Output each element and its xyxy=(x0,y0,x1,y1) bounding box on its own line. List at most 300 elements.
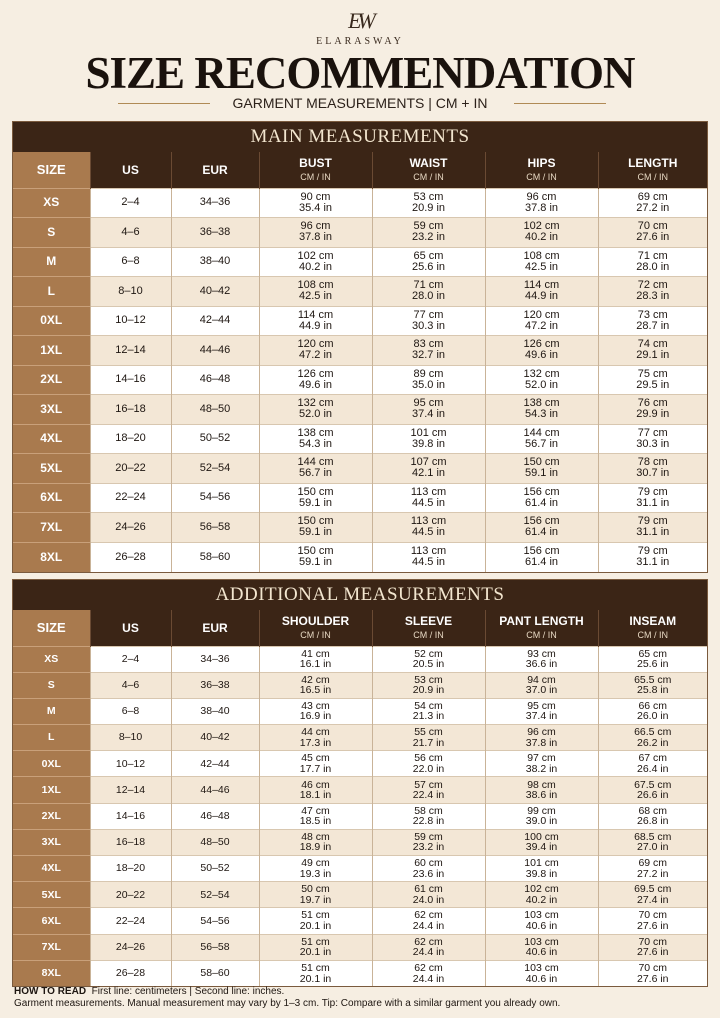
table-row xyxy=(13,395,707,425)
measurement-cell xyxy=(485,698,598,724)
value-cm: 65 cm xyxy=(413,249,444,262)
value-in: 61.4 in xyxy=(524,526,559,539)
us-cell: 18–20 xyxy=(90,424,171,454)
column-unit: CM / IN xyxy=(637,171,668,182)
table-row xyxy=(13,188,707,218)
value-cm: 62 cm xyxy=(414,909,443,922)
measurement-cell xyxy=(259,483,372,513)
value-in: 25.6 in xyxy=(411,260,446,273)
value-in: 47.2 in xyxy=(298,349,333,362)
value-cm: 71 cm xyxy=(413,279,444,292)
measurement-cell xyxy=(485,306,598,336)
table-row xyxy=(13,218,707,248)
column-header xyxy=(259,610,372,646)
additional-measurements-table xyxy=(13,610,707,986)
value-cm: 95 cm xyxy=(413,397,444,410)
value-cm: 69.5 cm xyxy=(634,883,672,896)
value-cm: 114 cm xyxy=(523,279,560,292)
eur-cell: 56–58 xyxy=(171,513,259,543)
value-cm: 93 cm xyxy=(527,647,556,660)
value-in: 44.5 in xyxy=(411,496,446,509)
value-cm: 66 cm xyxy=(638,699,668,712)
value-in: 23.6 in xyxy=(412,867,445,880)
measurement-cell xyxy=(598,908,707,934)
column-header xyxy=(485,610,598,646)
value-in: 37.8 in xyxy=(525,736,558,749)
value-in: 31.1 in xyxy=(636,496,670,509)
value-cm: 113 cm xyxy=(410,485,447,498)
us-cell: 2–4 xyxy=(90,188,171,218)
value-cm: 132 cm xyxy=(523,367,560,380)
value-in: 19.3 in xyxy=(299,867,332,880)
size-cell: 8XL xyxy=(13,960,90,986)
eur-cell: 46–48 xyxy=(171,365,259,395)
table-header-row xyxy=(13,152,707,188)
eur-cell: 42–44 xyxy=(171,306,259,336)
column-header-label: HIPS xyxy=(527,155,556,170)
eur-cell: 54–56 xyxy=(171,483,259,513)
value-cm: 54 cm xyxy=(414,699,443,712)
value-in: 17.7 in xyxy=(299,762,332,775)
value-cm: 150 cm xyxy=(297,545,334,557)
value-cm: 66.5 cm xyxy=(634,726,672,739)
table-row xyxy=(13,454,707,484)
main-measurements-panel xyxy=(12,121,708,573)
measurement-cell xyxy=(372,483,485,513)
value-cm: 96 cm xyxy=(300,220,331,233)
measurement-cell xyxy=(485,247,598,277)
eur-cell: 50–52 xyxy=(171,856,259,882)
us-cell: 18–20 xyxy=(90,856,171,882)
value-in: 59.1 in xyxy=(298,556,333,568)
table-row xyxy=(13,856,707,882)
size-cell: 7XL xyxy=(13,934,90,960)
size-cell: 5XL xyxy=(13,882,90,908)
value-cm: 79 cm xyxy=(637,515,668,528)
value-in: 26.0 in xyxy=(636,710,669,723)
value-in: 35.0 in xyxy=(411,378,446,391)
measurement-cell xyxy=(485,960,598,986)
measurement-cell xyxy=(259,751,372,777)
table-row xyxy=(13,934,707,960)
value-cm: 62 cm xyxy=(414,935,443,948)
value-in: 59.1 in xyxy=(298,496,333,509)
size-cell: 5XL xyxy=(13,454,90,484)
value-cm: 41 cm xyxy=(301,647,330,660)
page-title: SIZE RECOMMENDATION xyxy=(85,48,635,98)
value-cm: 103 cm xyxy=(524,935,559,948)
table-row xyxy=(13,513,707,543)
value-in: 20.1 in xyxy=(299,946,332,959)
value-cm: 43 cm xyxy=(301,699,330,712)
column-unit: CM / IN xyxy=(300,629,331,640)
measurement-cell xyxy=(259,365,372,395)
measurement-cell xyxy=(485,365,598,395)
value-cm: 98 cm xyxy=(527,778,556,791)
measurement-cell xyxy=(485,542,598,572)
value-in: 23.2 in xyxy=(412,841,445,854)
measurement-cell xyxy=(259,698,372,724)
us-cell: 26–28 xyxy=(90,542,171,572)
measurement-cell xyxy=(259,247,372,277)
value-cm: 90 cm xyxy=(300,190,331,203)
size-cell: XS xyxy=(13,646,90,672)
table-row xyxy=(13,803,707,829)
measurement-cell xyxy=(259,725,372,751)
size-cell: 0XL xyxy=(13,306,90,336)
value-in: 30.7 in xyxy=(636,467,670,480)
value-cm: 68.5 cm xyxy=(634,830,672,843)
table-header-row xyxy=(13,610,707,646)
value-cm: 42 cm xyxy=(301,673,330,686)
measurement-cell xyxy=(485,856,598,882)
value-cm: 102 cm xyxy=(524,883,559,896)
value-cm: 75 cm xyxy=(637,367,668,380)
measurement-cell xyxy=(372,646,485,672)
us-cell: 2–4 xyxy=(90,646,171,672)
us-cell: 16–18 xyxy=(90,395,171,425)
table-row xyxy=(13,424,707,454)
size-cell: S xyxy=(13,672,90,698)
value-cm: 79 cm xyxy=(637,485,668,498)
value-in: 28.3 in xyxy=(636,290,670,303)
value-cm: 70 cm xyxy=(638,962,668,975)
measurement-cell xyxy=(372,908,485,934)
table-row xyxy=(13,247,707,277)
column-header-label: SLEEVE xyxy=(404,613,453,628)
value-cm: 70 cm xyxy=(638,935,668,948)
table-row xyxy=(13,646,707,672)
measurement-cell xyxy=(598,336,707,366)
value-cm: 57 cm xyxy=(414,778,443,791)
value-in: 26.6 in xyxy=(636,789,669,802)
value-in: 44.9 in xyxy=(524,290,559,303)
value-in: 35.4 in xyxy=(298,201,333,214)
measurement-cell xyxy=(372,424,485,454)
measurement-cell xyxy=(598,306,707,336)
measurement-cell xyxy=(598,424,707,454)
measurement-cell xyxy=(598,365,707,395)
value-in: 59.1 in xyxy=(298,526,333,539)
measurement-cell xyxy=(372,542,485,572)
measurement-cell xyxy=(598,960,707,986)
value-cm: 102 cm xyxy=(297,249,334,262)
value-cm: 59 cm xyxy=(413,220,444,233)
value-cm: 156 cm xyxy=(523,485,560,498)
main-measurements-table xyxy=(13,152,707,572)
value-cm: 97 cm xyxy=(527,752,556,765)
eur-cell: 42–44 xyxy=(171,751,259,777)
column-unit: CM / IN xyxy=(526,171,557,182)
size-cell: 1XL xyxy=(13,777,90,803)
measurement-cell xyxy=(598,513,707,543)
value-cm: 56 cm xyxy=(414,752,443,765)
measurement-cell xyxy=(372,247,485,277)
value-cm: 74 cm xyxy=(637,338,668,351)
value-in: 39.8 in xyxy=(525,867,558,880)
measurement-cell xyxy=(485,336,598,366)
how-to-read-line xyxy=(14,986,714,998)
value-cm: 100 cm xyxy=(524,830,559,843)
us-cell: 22–24 xyxy=(90,483,171,513)
value-cm: 150 cm xyxy=(297,485,334,498)
size-cell: 8XL xyxy=(13,542,90,572)
eur-cell: 38–40 xyxy=(171,247,259,277)
value-cm: 44 cm xyxy=(301,726,330,739)
value-in: 38.2 in xyxy=(525,762,558,775)
value-in: 25.6 in xyxy=(636,658,669,671)
value-in: 22.0 in xyxy=(412,762,445,775)
value-in: 37.8 in xyxy=(298,231,333,244)
measurement-cell xyxy=(259,395,372,425)
value-cm: 77 cm xyxy=(413,308,444,321)
value-cm: 102 cm xyxy=(523,220,560,233)
value-in: 28.0 in xyxy=(411,290,446,303)
table-row xyxy=(13,698,707,724)
size-cell: M xyxy=(13,698,90,724)
page-subtitle: GARMENT MEASUREMENTS | CM + IN xyxy=(232,95,488,111)
value-in: 52.0 in xyxy=(524,378,559,391)
column-header xyxy=(485,152,598,188)
measurement-cell xyxy=(259,542,372,572)
value-cm: 94 cm xyxy=(527,673,556,686)
value-in: 25.8 in xyxy=(636,684,669,697)
column-header-label: SHOULDER xyxy=(281,613,350,628)
measurement-cell xyxy=(598,829,707,855)
measurement-cell xyxy=(598,277,707,307)
value-in: 16.1 in xyxy=(299,658,332,671)
column-header-label: WAIST xyxy=(409,155,448,170)
value-cm: 101 cm xyxy=(524,857,559,870)
value-in: 20.5 in xyxy=(412,658,445,671)
value-cm: 113 cm xyxy=(410,515,447,528)
measurement-cell xyxy=(259,218,372,248)
value-in: 28.0 in xyxy=(636,260,670,273)
us-cell: 10–12 xyxy=(90,751,171,777)
value-in: 56.7 in xyxy=(298,467,333,480)
size-cell: 2XL xyxy=(13,365,90,395)
value-in: 42.1 in xyxy=(411,467,446,480)
value-in: 30.3 in xyxy=(636,437,670,450)
value-in: 54.3 in xyxy=(524,408,559,421)
value-in: 26.8 in xyxy=(636,815,669,828)
value-in: 39.8 in xyxy=(411,437,446,450)
value-in: 44.9 in xyxy=(298,319,333,332)
value-cm: 48 cm xyxy=(301,830,330,843)
us-cell: 4–6 xyxy=(90,672,171,698)
us-cell: 20–22 xyxy=(90,882,171,908)
column-unit: CM / IN xyxy=(413,171,444,182)
value-cm: 126 cm xyxy=(297,367,334,380)
value-cm: 60 cm xyxy=(414,857,443,870)
value-in: 40.6 in xyxy=(525,972,558,985)
measurement-cell xyxy=(372,803,485,829)
value-in: 37.4 in xyxy=(525,710,558,723)
subtitle-divider-right xyxy=(514,103,606,104)
measurement-cell xyxy=(485,424,598,454)
value-cm: 69 cm xyxy=(638,857,668,870)
value-cm: 53 cm xyxy=(414,673,443,686)
measurement-cell xyxy=(259,803,372,829)
table-row xyxy=(13,483,707,513)
value-in: 20.9 in xyxy=(411,201,446,214)
table-row xyxy=(13,882,707,908)
value-cm: 47 cm xyxy=(301,804,330,817)
us-cell: 24–26 xyxy=(90,934,171,960)
value-cm: 83 cm xyxy=(413,338,444,351)
value-in: 24.4 in xyxy=(412,946,445,959)
value-in: 32.7 in xyxy=(411,349,446,362)
measurement-cell xyxy=(372,188,485,218)
us-cell: 24–26 xyxy=(90,513,171,543)
column-header-label: US xyxy=(122,162,139,177)
value-in: 29.5 in xyxy=(636,378,670,391)
column-unit: CM / IN xyxy=(526,629,557,640)
value-in: 30.3 in xyxy=(411,319,446,332)
measurement-cell xyxy=(259,882,372,908)
value-cm: 103 cm xyxy=(524,962,559,975)
value-in: 27.2 in xyxy=(636,201,670,214)
value-in: 18.5 in xyxy=(299,815,332,828)
value-in: 26.2 in xyxy=(636,736,669,749)
column-header-label: BUST xyxy=(299,155,332,170)
value-cm: 59 cm xyxy=(414,830,443,843)
value-cm: 78 cm xyxy=(637,456,668,469)
measurement-cell xyxy=(485,751,598,777)
column-header-label: SIZE xyxy=(36,161,66,177)
column-header-label: EUR xyxy=(202,162,228,177)
size-cell: S xyxy=(13,218,90,248)
measurement-cell xyxy=(598,454,707,484)
eur-cell: 36–38 xyxy=(171,672,259,698)
measurement-cell xyxy=(259,777,372,803)
measurement-cell xyxy=(259,424,372,454)
value-in: 17.3 in xyxy=(299,736,332,749)
value-in: 49.6 in xyxy=(298,378,333,391)
value-cm: 58 cm xyxy=(414,804,443,817)
measurement-cell xyxy=(598,725,707,751)
value-in: 44.5 in xyxy=(411,526,446,539)
measurement-cell xyxy=(259,306,372,336)
column-header xyxy=(372,152,485,188)
value-in: 18.1 in xyxy=(299,789,332,802)
value-cm: 108 cm xyxy=(523,249,560,262)
value-in: 59.1 in xyxy=(524,467,559,480)
subtitle-row xyxy=(0,94,720,112)
us-cell: 6–8 xyxy=(90,247,171,277)
table-row xyxy=(13,542,707,572)
eur-cell: 48–50 xyxy=(171,395,259,425)
measurement-cell xyxy=(259,856,372,882)
table-row xyxy=(13,908,707,934)
us-cell: 8–10 xyxy=(90,725,171,751)
measurement-cell xyxy=(485,882,598,908)
value-in: 27.4 in xyxy=(636,893,669,906)
us-cell: 6–8 xyxy=(90,698,171,724)
value-in: 20.9 in xyxy=(412,684,445,697)
measurement-cell xyxy=(598,751,707,777)
value-cm: 114 cm xyxy=(297,308,334,321)
eur-cell: 36–38 xyxy=(171,218,259,248)
value-in: 36.6 in xyxy=(525,658,558,671)
value-cm: 53 cm xyxy=(413,190,444,203)
value-in: 40.6 in xyxy=(525,946,558,959)
size-cell: 2XL xyxy=(13,803,90,829)
value-in: 27.6 in xyxy=(636,231,670,244)
value-cm: 95 cm xyxy=(527,699,556,712)
value-in: 40.2 in xyxy=(525,893,558,906)
value-cm: 70 cm xyxy=(637,220,668,233)
value-in: 31.1 in xyxy=(636,526,670,539)
us-cell: 14–16 xyxy=(90,365,171,395)
value-cm: 77 cm xyxy=(637,426,668,439)
value-cm: 51 cm xyxy=(301,935,330,948)
measurement-cell xyxy=(259,646,372,672)
value-cm: 113 cm xyxy=(410,545,447,557)
measurement-cell xyxy=(259,934,372,960)
value-cm: 120 cm xyxy=(297,338,334,351)
eur-cell: 52–54 xyxy=(171,882,259,908)
measurement-cell xyxy=(372,777,485,803)
value-in: 38.6 in xyxy=(525,789,558,802)
how-to-read-text: First line: centimeters | Second line: inches. xyxy=(91,986,285,997)
brand-name: ELARASWAY xyxy=(316,36,404,47)
value-cm: 55 cm xyxy=(414,726,443,739)
additional-measurements-title: ADDITIONAL MEASUREMENTS xyxy=(13,580,707,610)
measurement-cell xyxy=(598,803,707,829)
measurement-cell xyxy=(485,395,598,425)
measurement-cell xyxy=(372,698,485,724)
value-in: 16.5 in xyxy=(299,684,332,697)
measurement-cell xyxy=(372,751,485,777)
size-cell: L xyxy=(13,277,90,307)
value-cm: 126 cm xyxy=(523,338,560,351)
value-cm: 49 cm xyxy=(301,857,330,870)
us-cell: 26–28 xyxy=(90,960,171,986)
value-cm: 156 cm xyxy=(523,515,560,528)
column-unit: CM / IN xyxy=(637,629,668,640)
measurement-cell xyxy=(598,934,707,960)
measurement-cell xyxy=(372,454,485,484)
column-header xyxy=(259,152,372,188)
measurement-cell xyxy=(259,336,372,366)
column-header xyxy=(90,152,171,188)
column-header xyxy=(598,152,707,188)
us-cell: 12–14 xyxy=(90,336,171,366)
value-in: 39.4 in xyxy=(525,841,558,854)
column-unit: CM / IN xyxy=(300,171,331,182)
value-in: 22.8 in xyxy=(412,815,445,828)
value-in: 29.9 in xyxy=(636,408,670,421)
measurement-cell xyxy=(372,856,485,882)
measurement-cell xyxy=(598,856,707,882)
table-row xyxy=(13,277,707,307)
us-cell: 10–12 xyxy=(90,306,171,336)
column-header xyxy=(372,610,485,646)
header xyxy=(0,0,720,118)
measurement-cell xyxy=(372,277,485,307)
value-in: 19.7 in xyxy=(299,893,332,906)
column-header xyxy=(598,610,707,646)
value-in: 47.2 in xyxy=(524,319,559,332)
size-cell: M xyxy=(13,247,90,277)
eur-cell: 38–40 xyxy=(171,698,259,724)
value-in: 37.4 in xyxy=(411,408,446,421)
size-cell: XS xyxy=(13,188,90,218)
measurement-cell xyxy=(372,934,485,960)
measurement-cell xyxy=(372,725,485,751)
size-cell: L xyxy=(13,725,90,751)
